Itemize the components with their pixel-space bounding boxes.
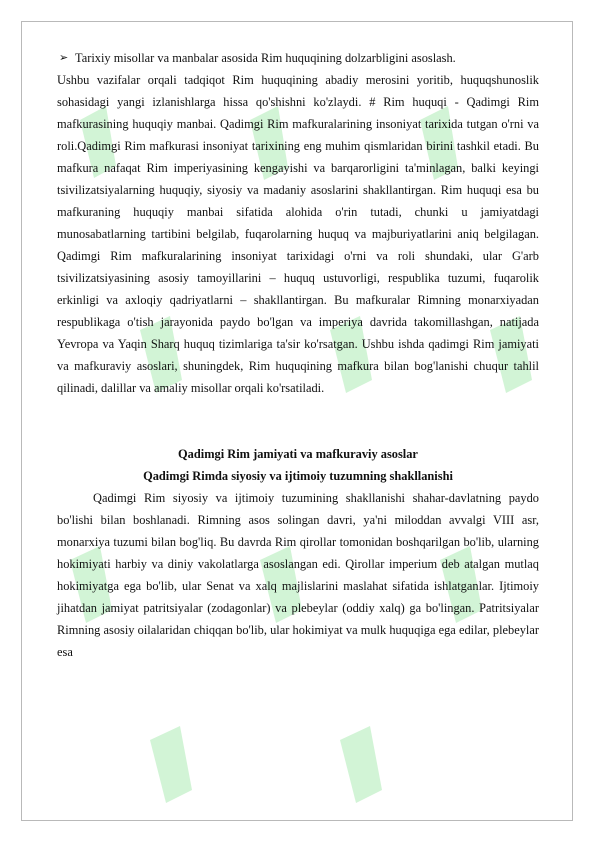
subsection-title: Qadimgi Rimda siyosiy va ijtimoiy tuzumning shakllanishi [143, 469, 453, 483]
document-body [57, 47, 539, 663]
arrow-right-bullet-icon: ➢ [59, 51, 69, 64]
section-title: Qadimgi Rim jamiyati va mafkuraviy asoslar [178, 447, 418, 461]
intro-paragraph: Ushbu vazifalar orqali tadqiqot Rim huquqining abadiy merosini yoritib, huquqshunoslik sohasidagi yangi izlanishlarga hissa qo'shishni ko'zlaydi. # Rim huquqi - Qadimgi Rim mafkurasining huquqiy manbai. Qadimgi Rim mafkuralarining insoniyat tarixida tutgan o'rni va roli.Qadimgi Rim mafkurasi insoniyat tarixining eng muhim qismlaridan birini tashkil etadi. Bu mafkura nafaqat Rim imperiyasining kengayishi va barqarorligini ta'minlagan, balki keyingi tsivilizatsiyalarning huquqiy, siyosiy va madaniy asoslarini shakllantirgan. Rim huquqi esa bu mafkuraning huquqiy manbai sifatida alohida o'rin tutadi, chunki u jamiyatdagi munosabatlarning tartibini belgilab, fuqarolarning huquq va majburiyatlarini aniq belgilagan. Qadimgi Rim mafkuralarining insoniyat tarixidagi o'rni va roli shundaki, ular G'arb tsivilizatsiyasining asosiy tamoyillarini – huquq ustuvorligi, respublika tuzumi, fuqarolik erkinligi va axloqiy qadriyatlarni – shakllantirgan. Bu mafkuralar Rimning monarxiyadan respublikaga o'tish jarayonida paydo bo'lgan va imperiya davrida takomillashgan, natijada Yevropa va Yaqin Sharq huquq tizimlariga ta'sir ko'rsatgan. Ushbu ishda qadimgi Rim jamiyati va mafkuraviy asoslari, shuningdek, Rim huquqining mafkura bilan bog'lanishi chuqur tahlil qilinadi, dalillar va amaliy misollar orqali ko'rsatiladi. [57, 73, 539, 395]
bullet-item [57, 47, 539, 69]
body-paragraph: Qadimgi Rim siyosiy va ijtimoiy tuzumining shakllanishi shahar-davlatning paydo bo'lishi bilan boshlanadi. Rimning asos solingan davri, ya'ni miloddan avvalgi VIII asr, monarxiya tuzumi bilan bog'liq. Bu davrda Rim qirollar tomonidan boshqarilgan bo'lib, ularning hokimiyati harbiy va diniy vakolatlarga asoslangan edi. Qirollar imperium deb atalgan mutlaq hokimiyatga ega bo'lib, ular Senat va xalq majlislarini maslahat sifatida ishlatganlar. Ijtimoiy jihatdan jamiyat patritsiyalar (zodagonlar) va plebeylar (oddiy xalq) ga bo'lingan. Patritsiyalar Rimning asosiy oilalaridan chiqqan bo'lib, ular hokimiyat va mulk huquqiga ega edilar, plebeylar esa [57, 491, 539, 659]
spacer [57, 399, 539, 443]
bullet-text: Tarixiy misollar va manbalar asosida Rim huquqining dolzarbligini asoslash. [75, 51, 456, 65]
